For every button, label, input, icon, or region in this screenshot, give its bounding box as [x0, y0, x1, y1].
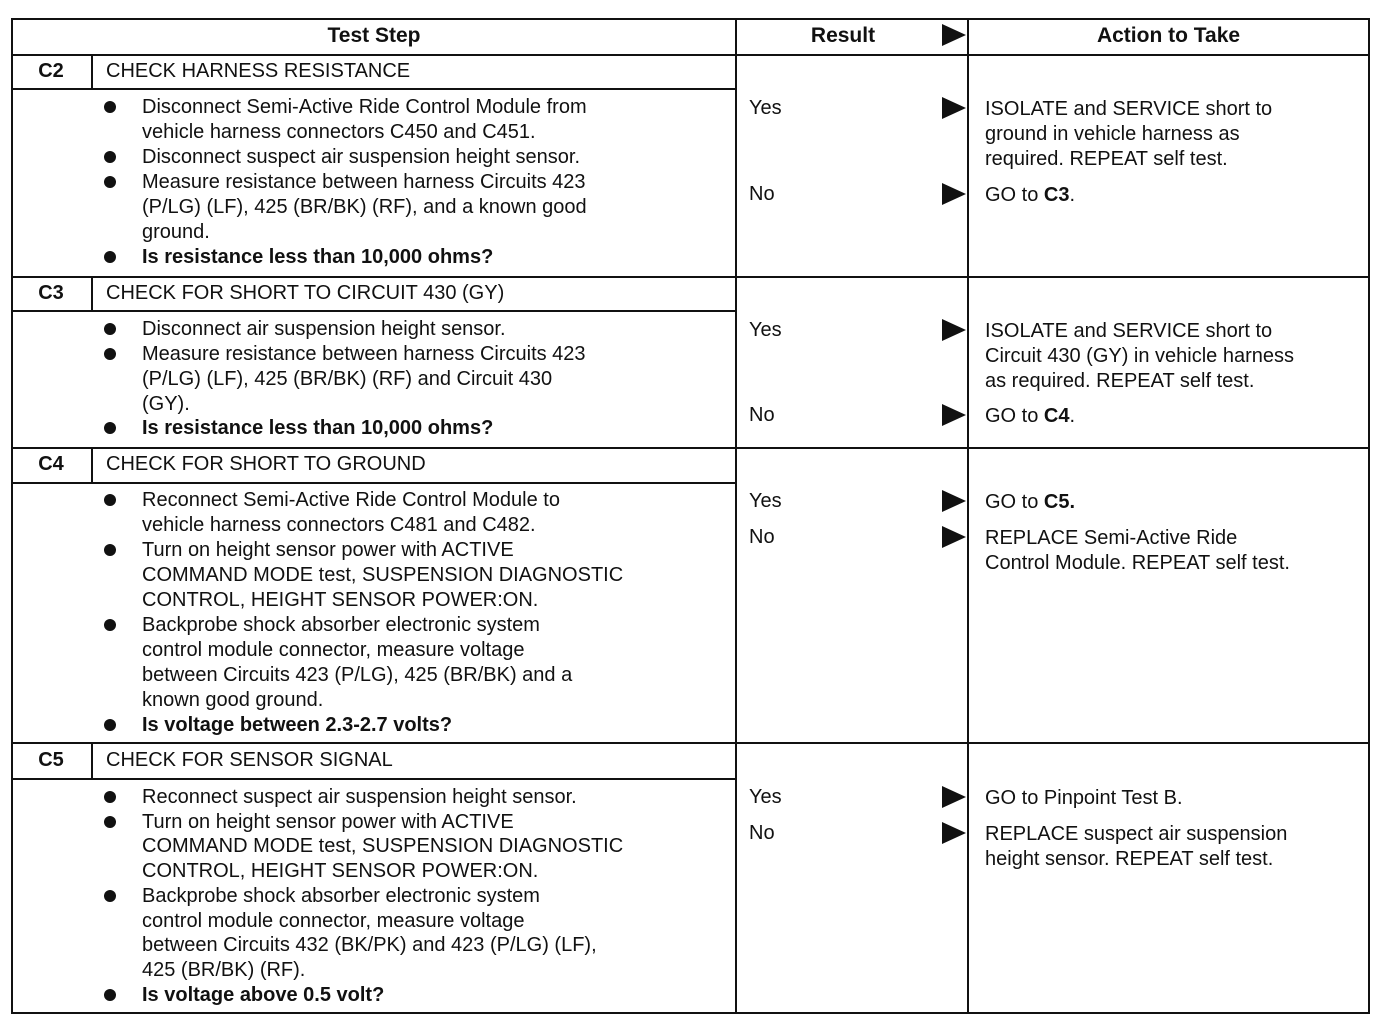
- step-item-line: 425 (BR/BK) (RF).: [142, 959, 306, 981]
- action-suffix: .: [1069, 184, 1076, 206]
- action-line: GO to Pinpoint Test B.: [985, 787, 1183, 809]
- step-item-line: Measure resistance between harness Circuits 423: [142, 343, 586, 365]
- step-item-line: (P/LG) (LF), 425 (BR/BK) (RF), and a known good: [142, 196, 587, 218]
- step-item-line: Turn on height sensor power with ACTIVE: [142, 539, 514, 561]
- step-item-line: vehicle harness connectors C450 and C451.: [142, 121, 536, 143]
- bullet-icon: [104, 719, 116, 731]
- header-test-step: Test Step: [327, 24, 421, 47]
- action-goto-c4: [985, 490, 1075, 515]
- header-action: Action to Take: [1096, 24, 1241, 47]
- bullet-icon: [104, 422, 116, 434]
- step-question-c2: Is resistance less than 10,000 ohms?: [142, 246, 494, 268]
- action-target: C3: [1043, 184, 1070, 206]
- step-item-line: Reconnect suspect air suspension height sensor.: [142, 786, 577, 808]
- bullet-icon: [104, 323, 116, 335]
- step-item-line: known good ground.: [142, 689, 324, 711]
- result-yes-c2: Yes: [749, 97, 782, 119]
- step-item-line: Disconnect air suspension height sensor.: [142, 318, 506, 340]
- step-item-line: Measure resistance between harness Circuits 423: [142, 171, 586, 193]
- step-question-c4: Is voltage between 2.3-2.7 volts?: [142, 714, 453, 736]
- bullet-icon: [104, 816, 116, 828]
- arrow-right-icon: [942, 526, 966, 548]
- bullet-icon: [104, 101, 116, 113]
- step-item-line: Backprobe shock absorber electronic system: [142, 614, 540, 636]
- arrow-right-icon: [942, 786, 966, 808]
- step-item-line: Turn on height sensor power with ACTIVE: [142, 811, 514, 833]
- action-suffix: .: [1069, 405, 1076, 427]
- result-yes-c4: Yes: [749, 490, 782, 512]
- action-line: height sensor. REPEAT self test.: [985, 848, 1274, 870]
- step-question-c5: Is voltage above 0.5 volt?: [142, 984, 385, 1006]
- action-prefix: GO to: [985, 405, 1044, 427]
- result-yes-c3: Yes: [749, 319, 782, 341]
- action-target: C5.: [1043, 491, 1076, 513]
- action-line: REPLACE Semi-Active Ride: [985, 527, 1238, 549]
- action-line: ground in vehicle harness as: [985, 123, 1240, 145]
- bullet-icon: [104, 176, 116, 188]
- step-item-line: COMMAND MODE test, SUSPENSION DIAGNOSTIC: [142, 564, 624, 586]
- bullet-icon: [104, 890, 116, 902]
- action-prefix: GO to: [985, 491, 1044, 513]
- step-item-line: between Circuits 432 (BK/PK) and 423 (P/LG) (LF),: [142, 934, 597, 956]
- arrow-right-icon: [942, 183, 966, 205]
- action-line: Control Module. REPEAT self test.: [985, 552, 1290, 574]
- step-id-c5: C5: [38, 749, 64, 771]
- step-id-c3: C3: [38, 282, 64, 304]
- arrow-right-icon: [942, 404, 966, 426]
- step-item-line: Backprobe shock absorber electronic system: [142, 885, 540, 907]
- step-item-line: COMMAND MODE test, SUSPENSION DIAGNOSTIC: [142, 835, 624, 857]
- step-title-c4: CHECK FOR SHORT TO GROUND: [106, 453, 426, 475]
- arrow-right-icon: [942, 97, 966, 119]
- arrow-right-icon: [942, 822, 966, 844]
- result-no-c5: No: [749, 822, 775, 844]
- bullet-icon: [104, 989, 116, 1001]
- step-item-line: Reconnect Semi-Active Ride Control Module to: [142, 489, 560, 511]
- bullet-icon: [104, 251, 116, 263]
- step-question-c3: Is resistance less than 10,000 ohms?: [142, 417, 494, 439]
- action-line: as required. REPEAT self test.: [985, 370, 1255, 392]
- step-item-line: between Circuits 423 (P/LG), 425 (BR/BK) and a: [142, 664, 573, 686]
- action-goto-c3: [985, 404, 1075, 429]
- action-goto-c2: [985, 183, 1075, 208]
- arrow-right-icon: [942, 490, 966, 512]
- action-line: ISOLATE and SERVICE short to: [985, 320, 1273, 342]
- step-id-c4: C4: [38, 453, 64, 475]
- step-item-line: control module connector, measure voltage: [142, 639, 525, 661]
- step-item-line: vehicle harness connectors C481 and C482.: [142, 514, 536, 536]
- step-item-line: Disconnect suspect air suspension height sensor.: [142, 146, 581, 168]
- arrow-right-icon: [942, 319, 966, 341]
- bullet-icon: [104, 151, 116, 163]
- step-item-line: CONTROL, HEIGHT SENSOR POWER:ON.: [142, 589, 539, 611]
- step-item-line: CONTROL, HEIGHT SENSOR POWER:ON.: [142, 860, 539, 882]
- action-line: Circuit 430 (GY) in vehicle harness: [985, 345, 1295, 367]
- action-line: required. REPEAT self test.: [985, 148, 1228, 170]
- action-prefix: GO to: [985, 184, 1044, 206]
- step-title-c3: CHECK FOR SHORT TO CIRCUIT 430 (GY): [106, 282, 505, 304]
- bullet-icon: [104, 619, 116, 631]
- result-no-c2: No: [749, 183, 775, 205]
- bullet-icon: [104, 791, 116, 803]
- result-yes-c5: Yes: [749, 786, 782, 808]
- header-result: Result: [810, 24, 876, 47]
- action-line: ISOLATE and SERVICE short to: [985, 98, 1273, 120]
- step-item-line: (GY).: [142, 393, 190, 415]
- action-line: REPLACE suspect air suspension: [985, 823, 1288, 845]
- step-id-c2: C2: [38, 60, 64, 82]
- step-item-line: (P/LG) (LF), 425 (BR/BK) (RF) and Circuit 430: [142, 368, 553, 390]
- bullet-icon: [104, 494, 116, 506]
- step-item-line: ground.: [142, 221, 210, 243]
- bullet-icon: [104, 544, 116, 556]
- result-no-c4: No: [749, 526, 775, 548]
- bullet-icon: [104, 348, 116, 360]
- step-item-line: Disconnect Semi-Active Ride Control Module from: [142, 96, 587, 118]
- header-arrow-icon: [942, 24, 966, 46]
- action-target: C4: [1043, 405, 1070, 427]
- step-title-c2: CHECK HARNESS RESISTANCE: [106, 60, 411, 82]
- step-item-line: control module connector, measure voltage: [142, 910, 525, 932]
- step-title-c5: CHECK FOR SENSOR SIGNAL: [106, 749, 393, 771]
- result-no-c3: No: [749, 404, 775, 426]
